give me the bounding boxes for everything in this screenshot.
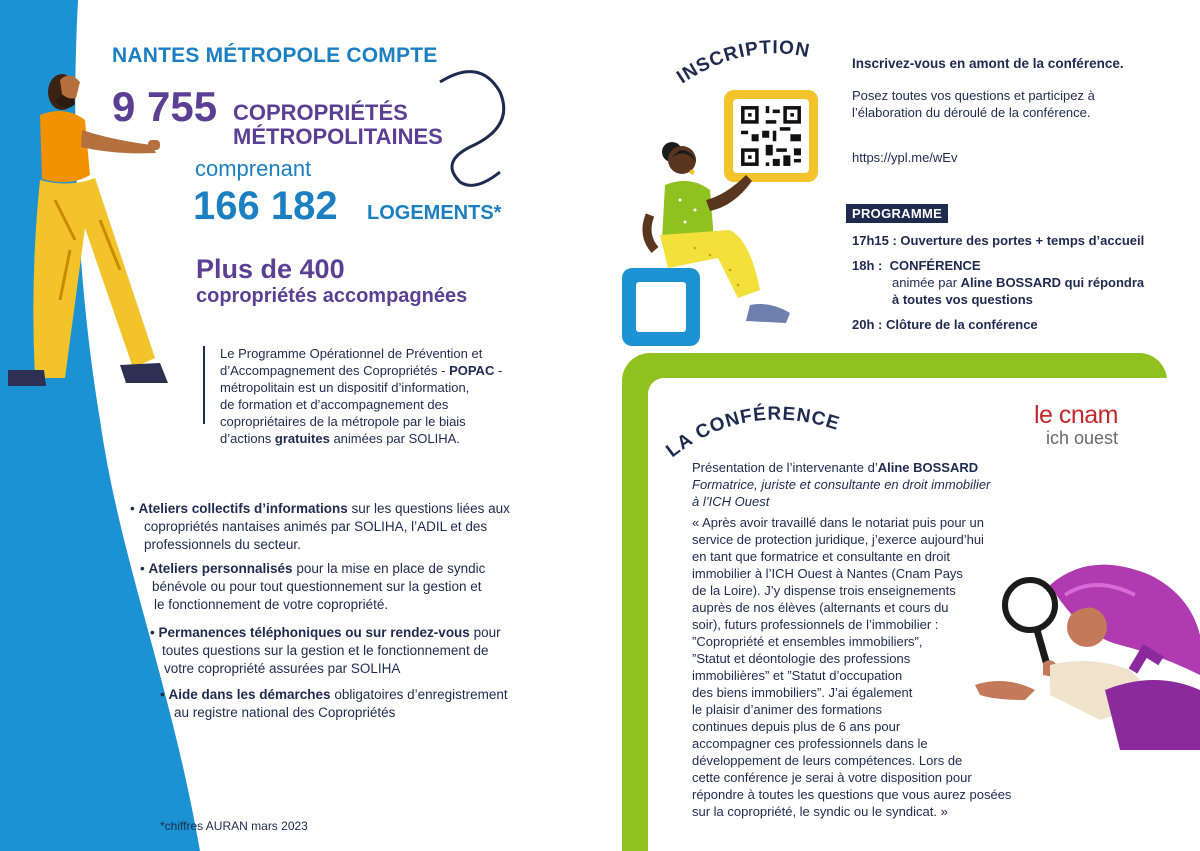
footnote: *chiffres AURAN mars 2023 [160, 819, 308, 833]
programme-row-detail: animée par Aline BOSSARD qui répondra à toutes vos questions [892, 275, 1145, 307]
programme-row: 18h : CONFÉRENCE [852, 258, 981, 273]
logements-label: LOGEMENTS* [367, 202, 502, 224]
comprenant-label: comprenant [195, 156, 312, 181]
copro-label-1: COPROPRIÉTÉS [233, 100, 408, 125]
cnam-logo-text: le cnam [1033, 401, 1118, 429]
list-item: • Permanences téléphoniques ou sur rendez-vous pour toutes questions sur la gestion et le fonctionnement de votre copropriété assurées par SOLIHA [150, 625, 501, 676]
accompagnees-number: Plus de 400 [196, 254, 345, 284]
popac-line: Le Programme Opérationnel de Prévention et [220, 346, 483, 361]
inscription-cta: Inscrivez-vous en amont de la conférence. [852, 56, 1124, 71]
popac-description [220, 345, 502, 447]
svg-text:INSCRIPTION: INSCRIPTION [673, 37, 812, 89]
programme-row: 20h : Clôture de la conférence [852, 317, 1038, 332]
inscription-title [672, 32, 832, 92]
list-item: • Ateliers collectifs d’informations sur les questions liées aux copropriétés nantaises animés par SOLIHA, l’ADIL et des professionnels du secteur. [130, 501, 510, 552]
programme-badge: PROGRAMME [846, 204, 948, 223]
inscription-link[interactable]: https://ypl.me/wEv [852, 150, 958, 165]
inscription-body: Posez toutes vos questions et participez à l’élaboration du déroulé de la conférence. [852, 88, 1095, 120]
copro-label-2: MÉTROPOLITAINES [233, 124, 443, 149]
conference-title [660, 396, 860, 466]
popac-line: métropolitain est un dispositif d’information, [220, 380, 470, 395]
stats-heading: NANTES MÉTROPOLE COMPTE [112, 44, 438, 67]
popac-line: d’Accompagnement des Copropriétés - POPAC - [220, 363, 503, 378]
popac-line: copropriétaires de la métropole par le biais [220, 414, 466, 429]
copro-number: 9 755 [112, 83, 218, 130]
svg-text:LA CONFÉRENCE: LA CONFÉRENCE [662, 403, 843, 462]
popac-accent-bar [203, 346, 205, 424]
accompagnees-label: copropriétés accompagnées [196, 285, 468, 307]
conference-quote: « Après avoir travaillé dans le notariat puis pour un service de protection juridique, j’exerce aujourd’hui en tant que formatrice et consultante en droit immobilier à l’ICH Ouest à Nantes (Cnam Pays de la Loire). J’y dispense trois enseignements auprès de nos élèves (alternants et cours du soir), futurs professionnels de l’immobilier : ”Copropriété et ensembles immobiliers”, ”Statut et déontologie des professions immobilières” et ”Statut d’occupation des biens immobiliers”. J’ai également le plaisir d’animer des formations continues depuis plus de 6 ans pour accompagner ces professionnels dans le développement de leurs compétences. Lors de cette conférence je serai à votre disposition pour répondre à toutes les questions que vous aurez posées sur la copropriété, le syndic ou le syndicat. » [692, 515, 1012, 819]
popac-line: d’actions gratuites animées par SOLIHA. [220, 431, 460, 446]
popac-line: de formation et d’accompagnement des [220, 397, 449, 412]
woman-magnifier-illustration [955, 555, 1200, 755]
conference-intro: Présentation de l’intervenante d’Aline BOSSARD Formatrice, juriste et consultante en droit immobilier à l’ICH Ouest [692, 460, 991, 509]
decorative-swirl [420, 62, 520, 192]
woman-sitting-illustration [610, 130, 810, 350]
cnam-logo-subtext: ich ouest [1045, 428, 1118, 448]
logements-number: 166 182 [193, 184, 338, 228]
list-item: • Aide dans les démarches obligatoires d’enregistrement au registre national des Copropriétés [160, 687, 508, 720]
cnam-logo [1012, 402, 1118, 448]
list-item: • Ateliers personnalisés pour la mise en place de syndic bénévole ou pour tout questionnement sur la gestion et le fonctionnement de votre copropriété. [140, 561, 486, 612]
programme-row: 17h15 : Ouverture des portes + temps d’accueil [852, 233, 1145, 248]
